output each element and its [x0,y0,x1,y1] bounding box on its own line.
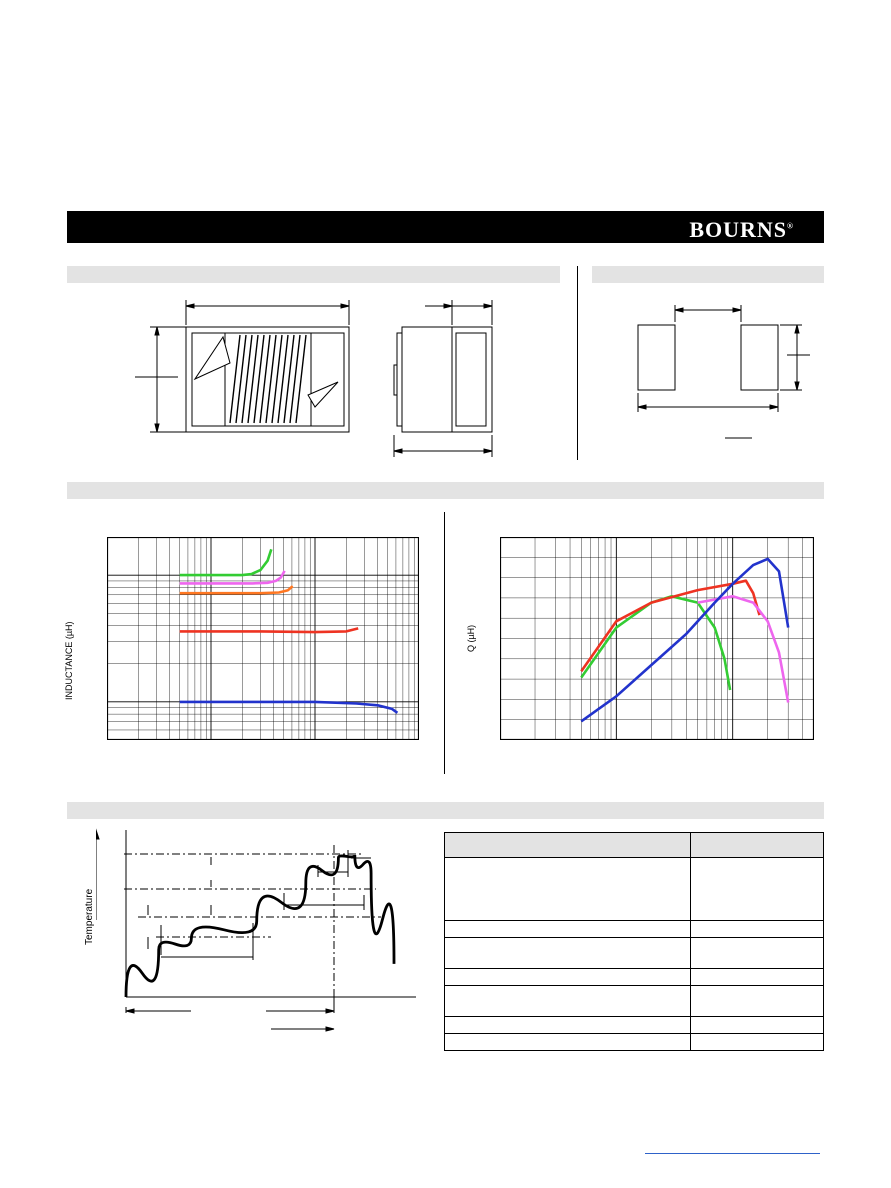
header-banner [67,211,824,243]
recommended-layout-drawing [630,300,820,450]
section-bar-dimensions [67,266,560,283]
vertical-divider [577,266,578,460]
brand-logo: BOURNS® [689,217,794,242]
soldering-spec-table [444,832,824,1051]
reflow-curve [126,855,394,997]
table-row [445,921,824,938]
section-bar-soldering [67,802,824,819]
q-chart [500,537,814,740]
q-series-2 [698,596,789,702]
section-bar-characteristics [67,482,824,499]
inductance-series-2 [180,586,293,593]
q-series-3 [581,559,788,721]
inductance-series-0 [180,549,272,575]
table-row [445,858,824,921]
table-row [445,986,824,1017]
table-header-parameter [445,833,691,858]
q-y-label: Q (µH) [466,624,476,652]
table-row [445,938,824,969]
chart-divider [444,512,445,774]
inductance-y-label: INDUCTANCE (µH) [64,621,74,700]
table-header-value [691,833,824,858]
inductance-series-1 [180,571,285,584]
inductance-chart [107,537,419,740]
inductance-series-3 [180,628,359,632]
temperature-axis-label: Temperature [84,888,95,945]
product-dimensions-drawing [130,295,510,465]
section-bar-layout [592,266,824,283]
footer-link[interactable] [645,1153,820,1154]
table-row [445,1034,824,1051]
table-row [445,1017,824,1034]
reflow-profile-chart [96,825,421,1040]
table-row [445,969,824,986]
